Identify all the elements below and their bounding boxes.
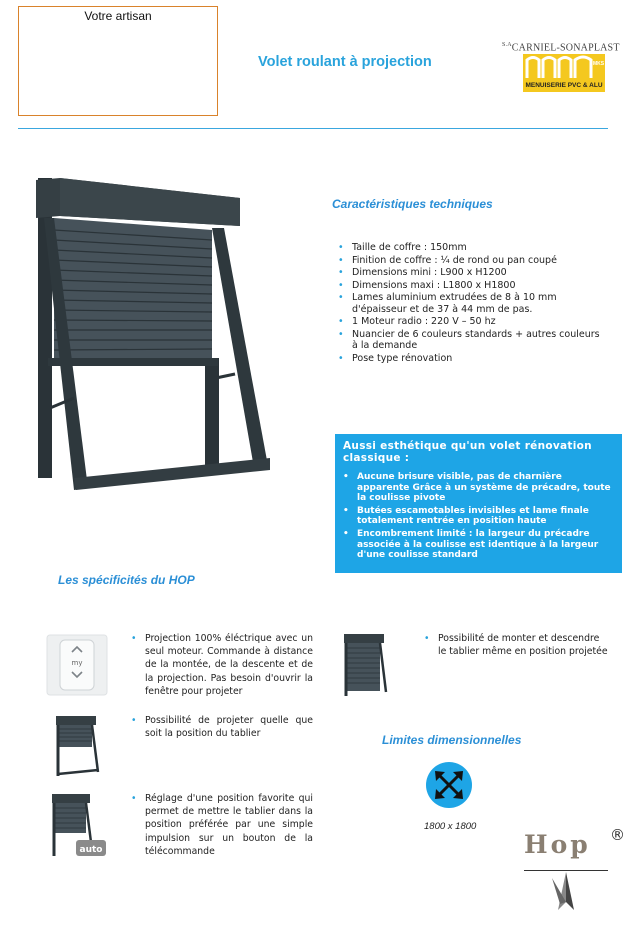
arrow-logo-icon: [548, 870, 584, 916]
svg-text:my: my: [71, 659, 83, 667]
shutter-main-image: [30, 178, 275, 498]
spec-item: • Lames aluminium extrudées de 8 à 10 mm d'épaisseur et de 37 à 44 mm de pas.: [338, 292, 608, 315]
company-logo: [502, 42, 620, 94]
aesthetic-item: • Encombrement limité : la largeur du précadre associée à la coulisse est identique à la largeur d'une coulisse standard: [343, 529, 614, 561]
spec-item: • Dimensions mini : L900 x H1200: [338, 267, 608, 279]
spec-item: • 1 Moteur radio : 220 V – 50 hz: [338, 316, 608, 328]
specs-title: Caractéristiques techniques: [332, 197, 493, 211]
spec-item: • Finition de coffre : ¼ de rond ou pan coupé: [338, 255, 608, 267]
aesthetic-title: Aussi esthétique qu'un volet rénovation classique :: [343, 440, 592, 464]
aesthetic-list: [343, 472, 614, 561]
brand-name: Hop: [524, 830, 591, 859]
logo-tagline: MENUISERIE PVC & ALU: [523, 79, 605, 92]
registered-mark: ®: [610, 826, 625, 844]
page-title: Volet roulant à projection: [258, 54, 432, 70]
limits-title: Limites dimensionnelles: [382, 733, 522, 747]
shutter-auto-icon: [48, 792, 108, 860]
logo-mark-icon: [523, 54, 605, 80]
logo-company-name: CARNIEL-SONAPLAST: [511, 42, 620, 54]
svg-text:MKS: MKS: [593, 61, 605, 67]
spec-item: • Taille de coffre : 150mm: [338, 242, 608, 254]
remote-control-icon: [46, 634, 108, 696]
feature-list-2: [131, 714, 313, 740]
auto-badge: auto: [79, 845, 103, 855]
spec-item: • Dimensions maxi : L1800 x H1800: [338, 280, 608, 292]
hop-brand-logo: [520, 826, 635, 931]
feature-list-4: [424, 632, 610, 658]
artisan-label: Votre artisan: [84, 9, 152, 23]
limits-value: 1800 x 1800: [424, 821, 477, 832]
logo-prefix: S.A: [502, 42, 512, 48]
feature-item: • Possibilité de projeter quelle que soit la position du tablier: [131, 714, 313, 740]
specs-list: [338, 242, 608, 365]
spec-item: • Pose type rénovation: [338, 353, 608, 365]
feature-item: • Projection 100% éléctrique avec un seul moteur. Commande à distance de la montée, de la descente et de la projection. Pas besoin d'ouvrir la fenêtre pour projeter: [131, 632, 313, 698]
feature-item: • Réglage d'une position favorite qui permet de mettre le tablier dans la position préférée par une simple impulsion sur un bouton de la télécommande: [131, 792, 313, 858]
feature-list-1: [131, 632, 313, 698]
aesthetic-item: • Butées escamotables invisibles et lame finale totalement rentrée en position haute: [343, 506, 614, 527]
artisan-box: [18, 6, 218, 116]
aesthetic-box: [335, 434, 622, 573]
expand-arrows-icon: [425, 761, 473, 809]
header-divider: [18, 128, 608, 129]
hop-specifics-title: Les spécificités du HOP: [58, 573, 195, 587]
aesthetic-item: • Aucune brisure visible, pas de charnière apparente Grâce à un système de précadre, toute la coulisse pivote: [343, 472, 614, 504]
shutter-lowered-icon: [342, 632, 388, 698]
spec-item: • Nuancier de 6 couleurs standards + autres couleurs à la demande: [338, 329, 608, 352]
feature-list-3: [131, 792, 313, 858]
feature-item: • Possibilité de monter et descendre le tablier même en position projetée: [424, 632, 610, 658]
shutter-projected-icon: [54, 714, 100, 778]
